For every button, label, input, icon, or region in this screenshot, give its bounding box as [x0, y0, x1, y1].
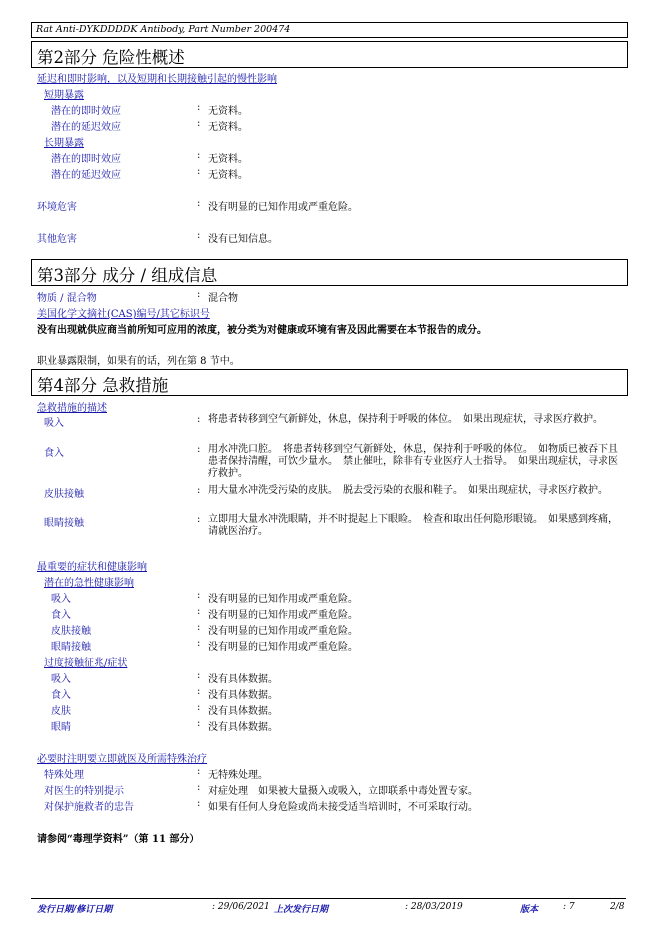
first-aid-desc-link[interactable]: 急救措施的描述 [37, 403, 107, 414]
long-delayed-value: 无资料。 [208, 170, 248, 181]
prev-issue-value: : 28/03/2019 [405, 902, 463, 912]
section-2-header [31, 41, 628, 68]
overexp-value: 没有具体数据。 [208, 706, 278, 717]
colon: : [197, 414, 201, 425]
overexp-label: 眼睛 [51, 722, 71, 733]
acute-label: 眼睛接触 [51, 642, 91, 653]
colon: : [197, 782, 201, 793]
symptoms-link[interactable]: 最重要的症状和健康影响 [37, 562, 147, 573]
measure-label: 食入 [44, 448, 64, 459]
substance-value: 混合物 [208, 293, 238, 304]
acute-value: 没有明显的已知作用或严重危险。 [208, 594, 358, 605]
short-delayed-label: 潜在的延迟效应 [51, 122, 121, 133]
medical-label: 特殊处理 [44, 770, 84, 781]
issue-date-label: 发行日期/修订日期 [37, 905, 113, 915]
acute-value: 没有明显的已知作用或严重危险。 [208, 642, 358, 653]
oel-note: 职业暴露限制，如果有的话，列在第 8 节中。 [37, 356, 240, 367]
colon: : [197, 514, 201, 525]
section-4-title: 第4部分 急救措施 [37, 376, 169, 395]
colon: : [197, 590, 201, 601]
colon: : [197, 444, 201, 455]
medical-attention-link[interactable]: 必要时注明要立即就医及所需特殊治疗 [37, 754, 207, 765]
overexp-value: 没有具体数据。 [208, 674, 278, 685]
long-delayed-label: 潜在的延迟效应 [51, 170, 121, 181]
acute-value: 没有明显的已知作用或严重危险。 [208, 626, 358, 637]
acute-label: 食入 [51, 610, 71, 621]
toxicology-reference: 请参阅“毒理学资料”（第 11 部分） [37, 834, 200, 845]
acute-effects-link[interactable]: 潜在的急性健康影响 [44, 578, 134, 589]
section-4-header [31, 369, 628, 396]
document-header [31, 22, 628, 38]
measure-value: 用大量水冲洗受污染的皮肤。 脱去受污染的衣服和鞋子。 如果出现症状，寻求医疗救护。 [208, 485, 608, 496]
page-number: 2/8 [610, 902, 625, 912]
short-immediate-value: 无资料。 [208, 106, 248, 117]
colon: : [197, 230, 201, 241]
measure-value: 将患者转移到空气新鲜处，休息，保持利于呼吸的体位。 如果出现症状，寻求医疗救护。 [208, 414, 603, 425]
medical-label: 对保护施救者的忠告 [44, 802, 134, 813]
overexposure-link[interactable]: 过度接触征兆/症状 [44, 658, 128, 669]
version-label: 版本 [520, 905, 539, 915]
medical-value: 无特殊处理。 [208, 770, 268, 781]
colon: : [197, 118, 201, 129]
colon: : [197, 150, 201, 161]
substance-label: 物质 / 混合物 [37, 293, 97, 304]
measure-value: 用水冲洗口腔。 将患者转移到空气新鲜处，休息，保持利于呼吸的体位。 如物质已被吞下且患者保持清醒，可饮少量水。 禁止催吐，除非有专业医疗人士指导。 如果出现症状，寻求医疗救护。 [208, 444, 618, 479]
colon: : [197, 670, 201, 681]
colon: : [197, 166, 201, 177]
ingredients-statement: 没有出现就供应商当前所知可应用的浓度，被分类为对健康或环境有害及因此需要在本节报告的成分。 [37, 325, 487, 336]
measure-label: 眼睛接触 [44, 518, 84, 529]
colon: : [197, 606, 201, 617]
colon: : [197, 485, 201, 496]
overexp-label: 食入 [51, 690, 71, 701]
acute-label: 皮肤接触 [51, 626, 91, 637]
colon: : [197, 102, 201, 113]
other-hazard-label: 其他危害 [37, 234, 77, 245]
measure-label: 吸入 [44, 418, 64, 429]
acute-value: 没有明显的已知作用或严重危险。 [208, 610, 358, 621]
cas-number-link[interactable]: 美国化学文摘社(CAS)编号/其它标识号 [37, 309, 210, 320]
product-title: Rat Anti-DYKDDDDK Antibody, Part Number 200474 [36, 24, 291, 35]
issue-date-value: : 29/06/2021 [212, 902, 270, 912]
effects-subtitle[interactable]: 延迟和即时影响，以及短期和长期接触引起的慢性影响 [37, 74, 277, 85]
colon: : [197, 198, 201, 209]
short-term-link[interactable]: 短期暴露 [44, 90, 84, 101]
overexp-value: 没有具体数据。 [208, 690, 278, 701]
overexp-label: 吸入 [51, 674, 71, 685]
long-immediate-value: 无资料。 [208, 154, 248, 165]
short-immediate-label: 潜在的即时效应 [51, 106, 121, 117]
medical-label: 对医生的特别提示 [44, 786, 124, 797]
section-3-title: 第3部分 成分 / 组成信息 [37, 266, 218, 285]
colon: : [197, 686, 201, 697]
colon: : [197, 718, 201, 729]
section-2-title: 第2部分 危险性概述 [37, 48, 185, 67]
colon: : [197, 766, 201, 777]
medical-value: 如果有任何人身危险或尚未接受适当培训时，不可采取行动。 [208, 802, 478, 813]
colon: : [197, 289, 201, 300]
acute-label: 吸入 [51, 594, 71, 605]
short-delayed-value: 无资料。 [208, 122, 248, 133]
overexp-label: 皮肤 [51, 706, 71, 717]
env-hazard-value: 没有明显的已知作用或严重危险。 [208, 202, 358, 213]
version-value: : 7 [563, 902, 575, 912]
medical-value: 对症处理 如果被大量摄入或吸入，立即联系中毒处置专家。 [208, 786, 478, 797]
env-hazard-label: 环境危害 [37, 202, 77, 213]
colon: : [197, 798, 201, 809]
prev-issue-label: 上次发行日期 [274, 905, 329, 915]
long-immediate-label: 潜在的即时效应 [51, 154, 121, 165]
colon: : [197, 638, 201, 649]
section-3-header [31, 259, 628, 286]
other-hazard-value: 没有已知信息。 [208, 234, 278, 245]
colon: : [197, 622, 201, 633]
colon: : [197, 702, 201, 713]
measure-label: 皮肤接触 [44, 489, 84, 500]
measure-value: 立即用大量水冲洗眼睛，并不时提起上下眼睑。 检查和取出任何隐形眼镜。 如果感到疼痛，请就医治疗。 [208, 514, 618, 537]
long-term-link[interactable]: 长期暴露 [44, 138, 84, 149]
footer-divider [31, 898, 626, 899]
overexp-value: 没有具体数据。 [208, 722, 278, 733]
